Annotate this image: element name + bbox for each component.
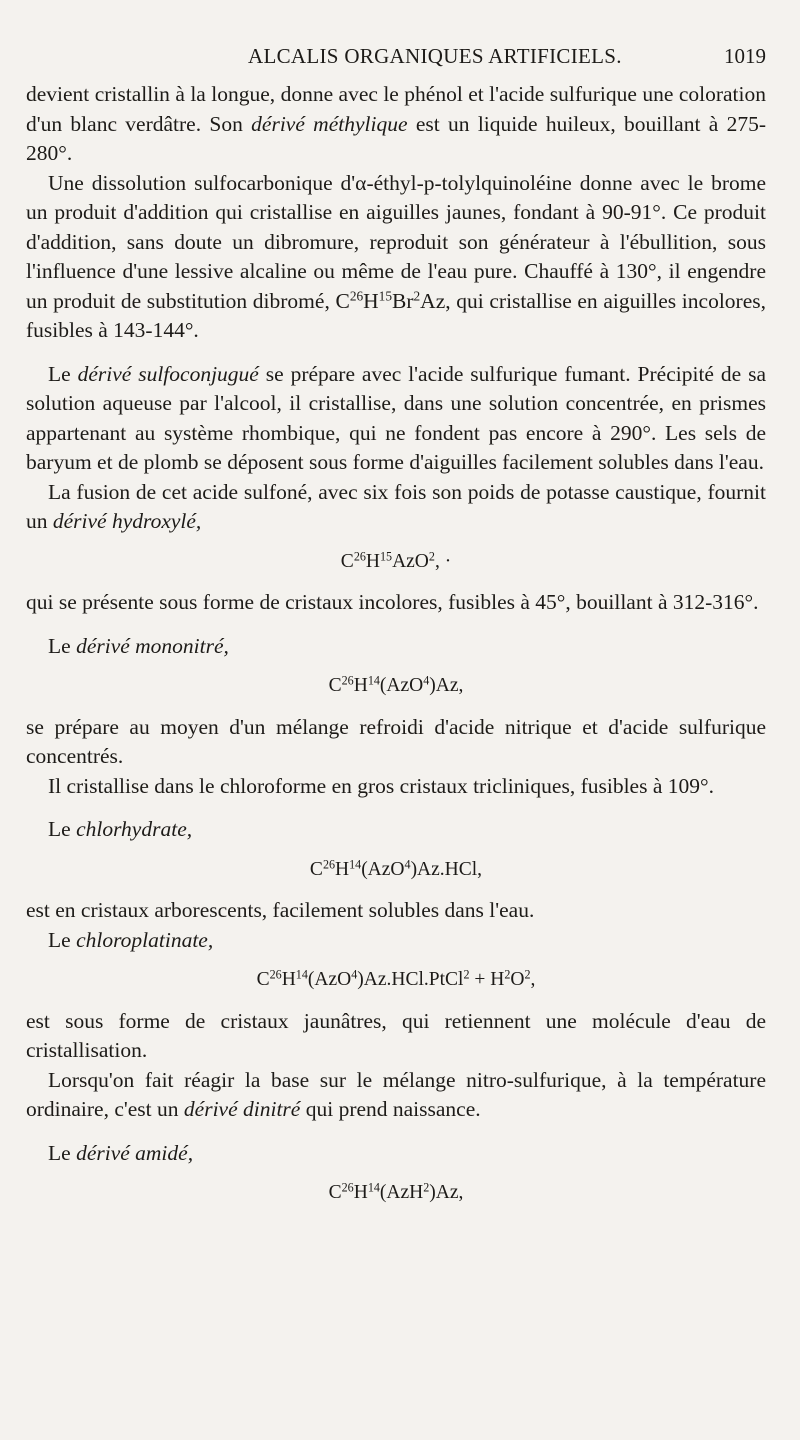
paragraph-13: Lorsqu'on fait réagir la base sur le mélange nitro-sulfurique, à la température ordinaire, c'est un dérivé dinitré qui prend naissance.	[26, 1067, 766, 1121]
paragraph-4: La fusion de cet acide sulfoné, avec six fois son poids de potasse caustique, fournit un dérivé hydroxylé,	[26, 479, 766, 533]
term-mononitre: dérivé mononitré,	[76, 633, 229, 658]
running-head: ALCALIS ORGANIQUES ARTIFICIELS.	[248, 44, 622, 68]
term-hydroxyle: dérivé hydroxylé,	[52, 509, 202, 533]
paragraph-5: qui se présente sous forme de cristaux incolores, fusibles à 45°, bouillant à 312-316°.	[26, 590, 759, 614]
paragraph-1: devient cristallin à la longue, donne avec le phénol et l'acide sulfurique une coloration d'un blanc verdâtre. Son dérivé méthylique est un liquide huileux, bouillant à 275-280°.	[26, 82, 766, 165]
formula-mononitre: $C^{26}H^{14}(AzO^4)Az$,	[328, 673, 464, 696]
paragraph-12: est sous forme de cristaux jaunâtres, qui retiennent une molécule d'eau de cristallisation.	[26, 1008, 766, 1062]
page-body	[26, 80, 766, 1220]
paragraph-14: Le dérivé amidé,	[48, 1140, 194, 1165]
term-dinitre: dérivé dinitré	[183, 1097, 301, 1121]
paragraph-3: Le dérivé sulfoconjugué se prépare avec l'acide sulfurique fumant. Précipité de sa solution aqueuse par l'alcool, il cristallise, dans une solution concentrée, en prismes appartenant au système rhombique, qui ne fondent pas encore à 290°. Les sels de baryum et de plomb se déposent sous forme d'aiguilles facilement solubles dans l'eau.	[26, 361, 766, 474]
formula-hydroxyle: $C^{26}H^{15}AzO^2$, ·	[340, 548, 452, 572]
paragraph-11: Le chloroplatinate,	[48, 927, 214, 952]
term-sulfoconjugue: dérivé sulfoconjugué	[77, 361, 259, 386]
term-amide: dérivé amidé,	[76, 1140, 194, 1165]
paragraph-2: Une dissolution sulfocarbonique d'α-éthyl-p-tolylquinoléine donne avec le brome un produit d'addition qui cristallise en aiguilles jaunes, fondant à 90-91°. Ce produit d'addition, sans doute un dibromure, reproduit son générateur à l'ébullition, sous l'influence d'une lessive alcaline ou même de l'eau pure. Chauffé à 130°, il engendre un produit de substitution dibromé, $C^{26}H^{15}Br^2Az$, qui cristallise en aiguilles incolores, fusibles à 143-144°.	[26, 170, 766, 342]
term-methylique: dérivé méthylique	[251, 111, 408, 136]
paragraph-10: est en cristaux arborescents, facilement solubles dans l'eau.	[26, 898, 535, 922]
formula-amide: $C^{26}H^{14}(AzH^2)Az$,	[328, 1180, 464, 1203]
paragraph-9: Le chlorhydrate,	[48, 817, 193, 841]
paragraph-7: se prépare au moyen d'un mélange refroidi d'acide nitrique et d'acide sulfurique concentrés.	[26, 714, 766, 768]
page-number: 1019	[724, 44, 766, 68]
term-chlorhydrate: chlorhydrate,	[76, 817, 193, 841]
paragraph-6: Le dérivé mononitré,	[48, 633, 229, 658]
paragraph-8: Il cristallise dans le chloroforme en gros cristaux tricliniques, fusibles à 109°.	[48, 773, 714, 798]
formula-chloroplatinate: $C^{26}H^{14}(AzO^4)Az.HCl.PtCl^2 + H^2O^2$,	[256, 967, 536, 990]
page-header	[26, 40, 766, 70]
formula-chlorhydrate: $C^{26}H^{14}(AzO^4)Az.HCl$,	[309, 856, 483, 880]
term-chloroplatinate: chloroplatinate,	[76, 927, 214, 952]
